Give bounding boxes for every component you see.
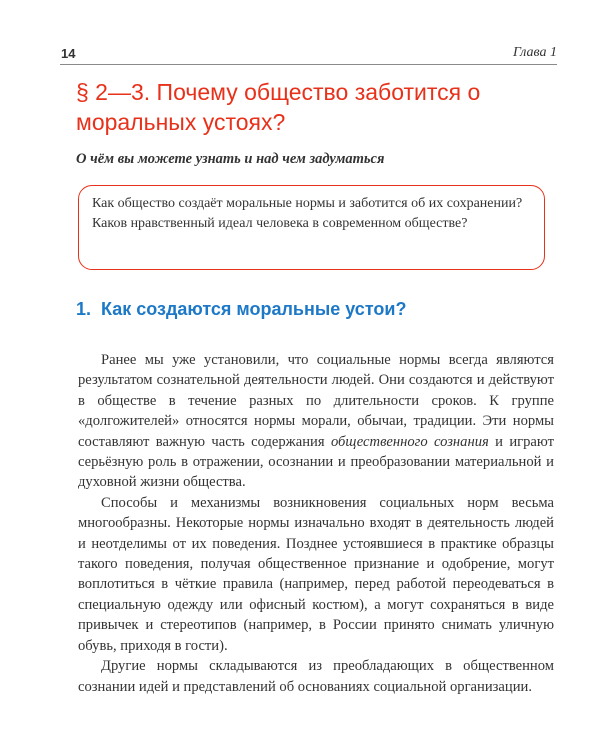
page-number: 14 (61, 46, 76, 61)
body-text (78, 350, 554, 697)
paragraph (78, 350, 554, 493)
section-heading (76, 299, 406, 320)
emphasized-term: общественного сознания (330, 433, 489, 450)
lesson-subtitle: О чём вы можете узнать и над чем задуматься (76, 151, 385, 167)
questions-box (78, 185, 545, 270)
section-number: 1. (76, 299, 92, 319)
header-rule (60, 64, 557, 65)
paragraph: Способы и механизмы возникновения социальных норм весьма многообразны. Некоторые нормы изначально входят в деятельность людей и неотделимы от их поведения. Позднее устоявшиеся в практике образцы такого поведения, получая общественное признание и одобрение, могут воплотиться в чёткие правила (например, перед работой переодеваться в специальную одежду или офисный костюм), а могут сохраняться в виде привычек и стереотипов (например, в России принято снимать уличную обувь, приходя в гости). (78, 494, 554, 654)
question-item: Каков нравственный идеал человека в современном обществе? (92, 215, 468, 231)
lesson-title: § 2—3. Почему общество заботится о моральных устоях? (76, 79, 481, 135)
paragraph-text: и играют серьёзную роль в отражении, осознании и преобразовании материальной и духовной жизни общества. (78, 433, 554, 491)
paragraph: Другие нормы складываются из преобладающих в общественном сознании идей и представлений об основаниях социальной организации. (78, 658, 554, 695)
paragraph-text: Ранее мы уже установили, что социальные нормы всегда являются результатом сознательной деятельности людей. Они создаются и действуют в обществе в течение разных по длительности сроков. К группе «долгожителей» относятся нормы морали, обычаи, традиции. Эти нормы составляют важную часть содержания (78, 352, 554, 450)
question-item: Как общество создаёт моральные нормы и заботится об их сохранении? (92, 196, 523, 211)
chapter-label: Глава 1 (513, 45, 557, 60)
section-title: Как создаются моральные устои? (101, 299, 407, 319)
